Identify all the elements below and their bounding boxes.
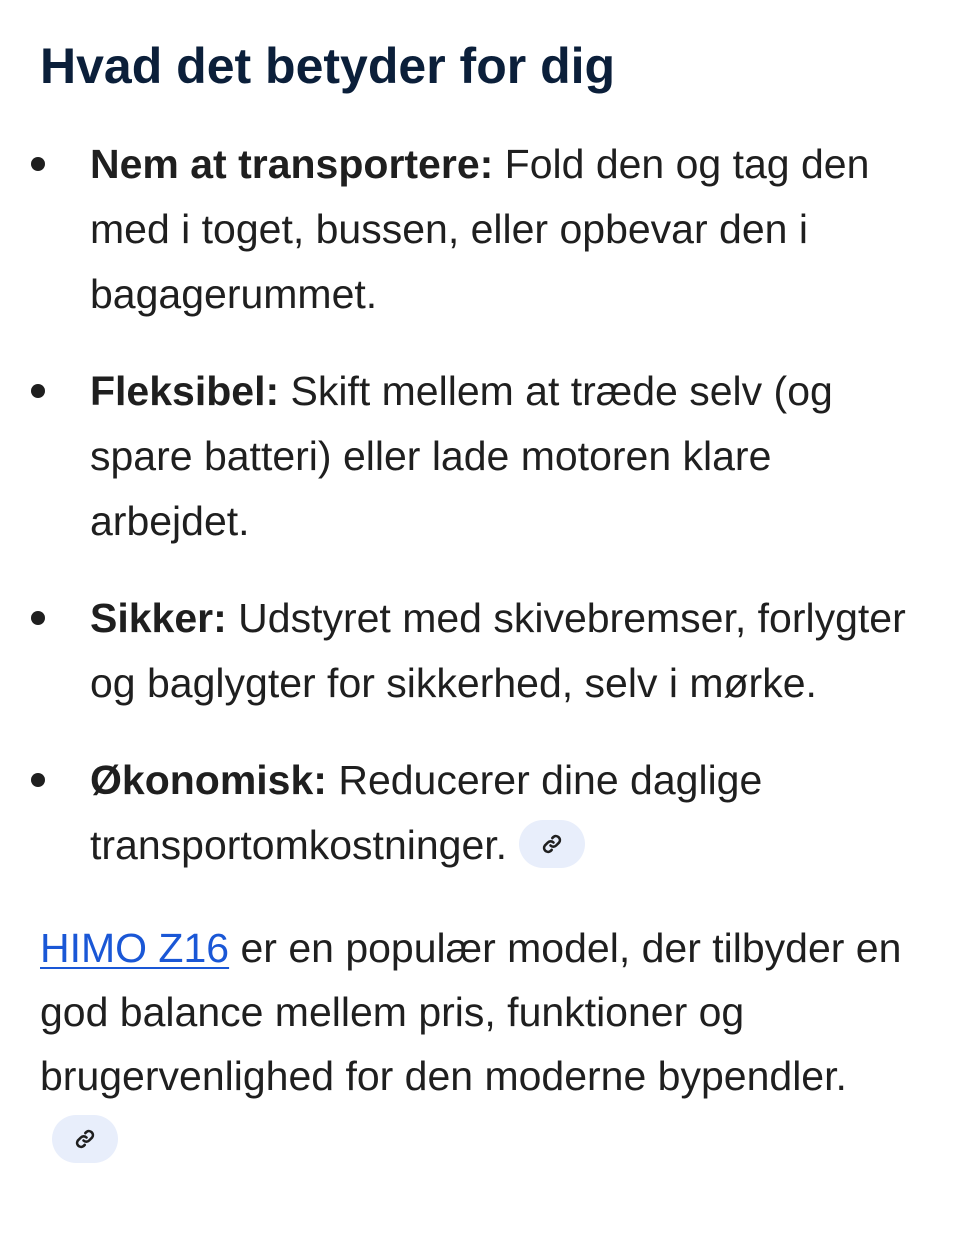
bullet-text: Skift mellem at træde selv (og spare batteri) eller lade motoren klare arbejdet. <box>90 368 833 544</box>
source-link-button[interactable] <box>52 1115 118 1163</box>
link-icon <box>73 1127 97 1151</box>
list-item <box>40 586 920 716</box>
bullet-icon <box>31 773 45 787</box>
summary-paragraph <box>40 916 920 1172</box>
section-heading: Hvad det betyder for dig <box>40 38 616 94</box>
bullet-term: Fleksibel: <box>90 368 280 414</box>
benefits-list <box>40 132 920 878</box>
bullet-term: Nem at transportere: <box>90 141 494 187</box>
bullet-term: Sikker: <box>90 595 227 641</box>
bullet-icon <box>31 157 45 171</box>
bullet-text: Fold den og tag den med i toget, bussen, eller opbevar den i bagagerummet. <box>90 141 870 317</box>
bullet-text: Udstyret med skivebremser, forlygter og baglygter for sikkerhed, selv i mørke. <box>90 595 906 706</box>
list-item <box>40 132 920 327</box>
product-link[interactable]: HIMO Z16 <box>40 925 230 971</box>
list-item <box>40 359 920 554</box>
bullet-term: Økonomisk: <box>90 757 327 803</box>
link-icon <box>540 832 564 856</box>
bullet-icon <box>31 611 45 625</box>
summary-text: er en populær model, der tilbyder en god balance mellem pris, funktioner og brugervenlighed for den moderne bypendler. <box>40 925 902 1099</box>
list-item <box>40 748 920 878</box>
source-link-button[interactable] <box>519 820 585 868</box>
bullet-icon <box>31 384 45 398</box>
bullet-text: Reducerer dine daglige transportomkostninger. <box>90 757 763 868</box>
